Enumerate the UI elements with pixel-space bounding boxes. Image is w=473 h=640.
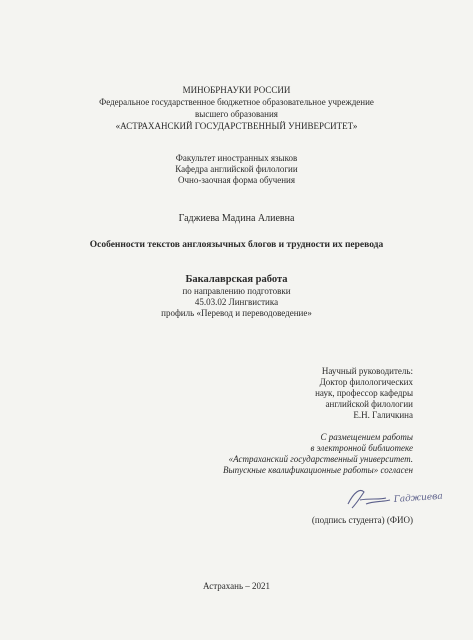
supervisor-name: Е.Н. Галичкина [353, 410, 413, 420]
consent-line: в электронной библиотеке [310, 443, 413, 453]
direction-code: 45.03.02 Лингвистика [194, 297, 279, 307]
supervisor-line: английской филологии [325, 399, 413, 409]
university-name: «АСТРАХАНСКИЙ ГОСУДАРСТВЕННЫЙ УНИВЕРСИТЕТ» [115, 121, 358, 131]
supervisor-line: Доктор филологических [319, 377, 413, 387]
signature-caption: (подпись студента) (ФИО) [311, 515, 413, 525]
supervisor-line: наук, профессор кафедры [315, 388, 413, 398]
thesis-title: Особенности текстов англоязычных блогов и трудности их перевода [89, 240, 384, 250]
consent-line: С размещением работы [320, 432, 413, 442]
study-form: Очно-заочная форма обучения [178, 175, 295, 185]
ministry-name: МИНОБРНАУКИ РОССИИ [182, 85, 291, 95]
author-name: Гаджиева Мадина Алиевна [178, 213, 295, 224]
institution-type: Федеральное государственное бюджетное образовательное учреждение [99, 97, 374, 107]
education-level: высшего образования [195, 109, 278, 119]
consent-line: «Астраханский государственный университет. [228, 454, 413, 464]
city-year: Астрахань – 2021 [202, 581, 271, 591]
chair-name: Кафедра английской филологии [175, 164, 298, 174]
profile-name: профиль «Перевод и переводоведение» [161, 308, 312, 318]
consent-line: Выпускные квалификационные работы» согласен [222, 465, 413, 475]
faculty-name: Факультет иностранных языков [175, 153, 298, 163]
handwritten-name: Гаджиева [393, 491, 444, 505]
direction-label: по направлению подготовки [182, 286, 291, 296]
work-type: Бакалаврская работа [185, 274, 288, 285]
handwritten-signature [330, 482, 450, 516]
supervisor-line: Научный руководитель: [321, 366, 413, 376]
